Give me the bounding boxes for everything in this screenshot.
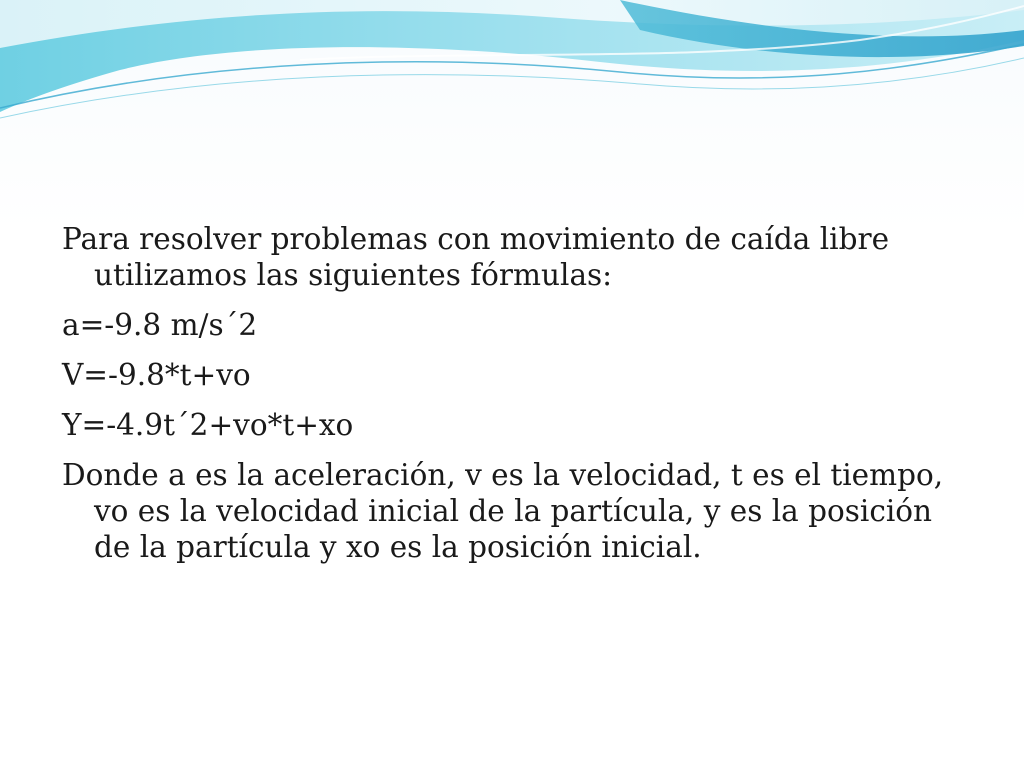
paragraph-definitions: Donde a es la aceleración, v es la velocidad, t es el tiempo, vo es la velocidad inicial de la partícula, y es la posición de la partícula y xo es la posición inicial. xyxy=(62,457,944,564)
formula-position: Y=-4.9t´2+vo*t+xo xyxy=(62,407,354,442)
paragraph-intro: Para resolver problemas con movimiento de caída libre utilizamos las siguientes fórmulas: xyxy=(62,222,890,292)
formula-acceleration: a=-9.8 m/s´2 xyxy=(62,307,258,342)
wave-line-2 xyxy=(0,58,1024,118)
content-body xyxy=(62,222,962,580)
wave-decoration xyxy=(0,0,1024,130)
formula-velocity: V=-9.8*t+vo xyxy=(62,357,251,392)
